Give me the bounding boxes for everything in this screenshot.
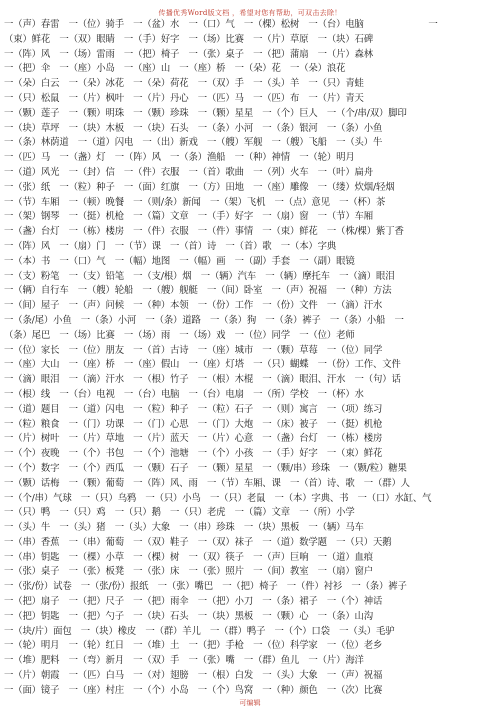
text-line: 一（面）镜子 一（座）村庄 一（个）小岛 一（个）鸟窝 一（种）颜色 一（次）比赛 <box>4 684 383 696</box>
text-line: 一（颗）莲子 一（颗）明珠 一（颗）珍珠 一（颗）星星 一（个）巨人 一（个/串/双）脚印 <box>4 107 407 119</box>
text-line: 一（头）牛 一（头）猪 一（头）大象 一（串）珍珠 一（块）黑板 一（辆）马车 <box>4 522 364 534</box>
text-line: 一（颗）话梅 一（颗）葡萄 一（阵）风、雨 一（节）车厢、课 一（首）诗、歌 一（群）人 <box>4 477 410 489</box>
text-line: 一（阵）风 一（扇）门 一（节）课 一（首）诗 一（首）歌 一（本）字典 <box>4 240 337 252</box>
text-line: 一（滴）眼泪 一（滴）汗水 一（根）竹子 一（根）木棍 一（滴）眼泪、汗水 一（句）话 <box>4 374 401 386</box>
text-line: 一（辆）自行车 一（艘）轮船 一（艘）舰艇 一（间）卧室 一（声）祝福 一（种）方法 <box>4 285 392 297</box>
text-line: 一（块）草坪 一（块）木板 一（块）石头 一（条）小河 一（条）银河 一（条）小鱼 <box>4 122 383 134</box>
text-line: 一（道）题目 一（道）闪电 一（粒）种子 一（粒）石子 一（则）寓言 一（项）练习 <box>4 403 383 415</box>
text-line: 一（只）鸭 一（只）鸡 一（只）鹅 一（只）老虎 一（篇）文章 一（所）小学 <box>4 507 355 519</box>
document-body <box>0 18 500 696</box>
text-line: 一（位）家长 一（位）朋友 一（首）古诗 一（座）城市 一（颗）草莓 一（位）同学 <box>4 344 383 356</box>
text-line: 一（支）粉笔 一（支）铅笔 一（支/根）烟 一（辆）汽车 一（辆）摩托车 一（滴）眼泪 <box>4 270 395 282</box>
text-line: 一（架）钢琴 一（挺）机枪 一（篇）文章 一（手）好字 一（扇）窗 一（节）车厢 <box>4 211 374 223</box>
page-footer <box>0 690 500 707</box>
page-header <box>0 0 500 16</box>
text-line: 一（条/尾）小鱼 一（条）小河 一（条）道路 一（条）狗 一（条）裤子 一（条）小船 一 <box>4 314 404 326</box>
text-line: 一（张）纸 一（粒）种子 一（面）红旗 一（方）田地 一（座）雕像 一（缕）炊烟/轻烟 <box>4 181 395 193</box>
text-line: 一（本）书 一（口）气 一（幅）地图 一（幅）画 一（副）手套 一（副）眼镜 <box>4 255 355 267</box>
text-line: 一（粒）粮食 一（门）功课 一（门）心思 一（门）大炮 一（床）被子 一（挺）机枪 <box>4 418 383 430</box>
text-line: 一（把）扇子 一（把）尺子 一（把）雨伞 一（把）小刀 一（条）裙子 一（个）神话 <box>4 596 383 608</box>
text-line: 一（串）钥匙 一（棵）小草 一（棵）树 一（双）筷子 一（声）巨响 一（道）血痕 <box>4 551 374 563</box>
text-line: 一（间）屋子 一（声）问候 一（种）本领 一（份）工作 一（份）文件 一（滴）汗水 <box>4 300 383 312</box>
text-line: 一（条）林荫道 一（道）闪电 一（出）新戏 一（艘）军舰 一（艘）飞船 一（头）牛 <box>4 137 383 149</box>
text-line: 一（片）朝霞 一（匹）白马 一（对）翅膀 一（根）白发 一（头）大象 一（声）祝福 <box>4 670 383 682</box>
text-line: 一（块/片）面包 一（块）橡皮 一（群）羊儿 一（群）鸭子 一（个）口袋 一（头）毛驴 <box>4 625 395 637</box>
text-line: 一（个）数字 一（个）西瓜 一（颗）石子 一（颗）星星 一（颗/串）珍珠 一（颗/粒）糖果 <box>4 462 407 474</box>
text-line: 一（朵）白云 一（朵）冰花 一（朵）荷花 一（双）手 一（头）羊 一（只）青蛙 <box>4 78 364 90</box>
text-line: 一（把）钥匙 一（把）勺子 一（块）石头 一（块）黑板 一（颗）心 一（条）山沟 <box>4 610 374 622</box>
text-line: （束）鲜花 一（双）眼睛 一（手）好字 一（场）比赛 一（片）草原 一（块）石碑 <box>4 33 374 45</box>
text-line: 一（张）桌子 一（张）板凳 一（张）床 一（张）照片 一（间）教室 一（扇）窗户 <box>4 566 374 578</box>
footer-text: 可编辑 <box>239 699 261 707</box>
text-line: 一（轮）明月 一（轮）红日 一（堆）土 一（把）手枪 一（位）科学家 一（位）老乡 <box>4 640 383 652</box>
text-line: 一（根）线 一（台）电视 一（台）电脑 一（台）电扇 一（所）学校 一（杯）水 <box>4 388 364 400</box>
text-line: 一（堆）肥料 一（弯）新月 一（双）手 一（张）嘴 一（群）鱼儿 一（片）海洋 <box>4 655 364 667</box>
text-line: 一（盏）台灯 一（栋）楼房 一（件）衣服 一（件）事情 一（束）鲜花 一（株/棵）紫丁香 <box>4 226 404 238</box>
text-line: 一（个/串）气球 一（只）乌鸦 一（只）小鸟 一（只）老鼠 一（本）字典、书 一（口）水缸、气 <box>4 492 432 504</box>
text-line: （条）尾巴 一（场）比赛 一（场）雨 一（场）戏 一（位）同学 一（位）老师 <box>4 329 355 341</box>
text-line: 一（张/份）试卷 一（张/份）报纸 一（张）嘴巴 一（把）椅子 一（件）衬衫 一（条）裤子 <box>4 581 407 593</box>
text-line: 一（阵）风 一（场）雷雨 一（把）椅子 一（张）桌子 一（把）蒲扇 一（片）森林 <box>4 48 374 60</box>
text-line: 一（片）树叶 一（片）草地 一（片）蓝天 一（片）心意 一（盏）台灯 一（栋）楼房 <box>4 433 383 445</box>
text-line: 一（声）春雷 一（位）骑手 一（盆）水 一（口）气 一（棵）松树 一（台）电脑 一 <box>4 19 438 30</box>
text-line: 一（座）大山 一（座）桥 一（座）假山 一（座）灯塔 一（只）蝴蝶 一（份）工作、文件 <box>4 359 401 371</box>
text-line: 一（串）香蕉 一（串）葡萄 一（双）鞋子 一（双）袜子 一（道）数学题 一（只）天鹅 <box>4 536 392 548</box>
text-line: 一（匹）马 一（盏）灯 一（阵）风 一（条）渔船 一（种）神情 一（轮）明月 <box>4 152 355 164</box>
text-line: 一（个）夜晚 一（个）书包 一（个）池塘 一（个）小孩 一（手）好字 一（束）鲜花 <box>4 448 383 460</box>
text-line: 一（把）伞 一（座）小岛 一（座）山 一（座）桥 一（朵）花 一（朵）浪花 <box>4 63 346 75</box>
text-line: 一（节）车厢 一（顿）晚餐 一（则/条）新闻 一（架）飞机 一（点）意见 一（杯）茶 <box>4 196 386 208</box>
text-line: 一（只）松鼠 一（片）枫叶 一（片）丹心 一（匹）马 一（匹）布 一（片）青天 <box>4 92 364 104</box>
header-text: 传播优秀Word版文档 ，希望对您有帮助，可双击去除！ <box>158 9 342 17</box>
text-line: 一（道）风光 一（封）信 一（件）衣服 一（首）歌曲 一（列）火车 一（叶）扁舟 <box>4 166 374 178</box>
